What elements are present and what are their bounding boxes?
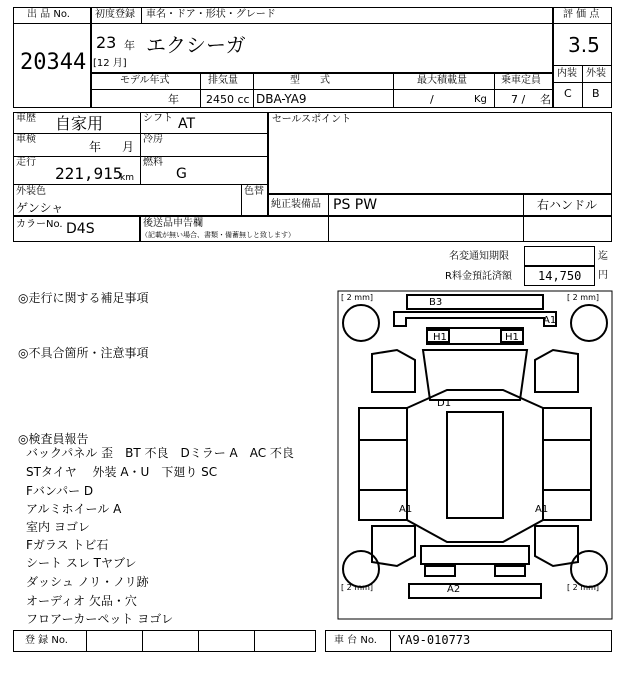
sunroof-area <box>447 412 503 518</box>
damage-mark-a2: A2 <box>447 584 461 595</box>
rear-light-left <box>425 566 455 576</box>
recycle-fee-label: R料金預託済額 <box>445 271 512 282</box>
max-load-separator: / <box>430 93 434 106</box>
name-change-unit: 迄 <box>598 251 608 262</box>
model-year-unit: 年 <box>168 93 179 106</box>
color-number: D4S <box>66 221 95 237</box>
registration-month: [12 月] <box>93 58 127 69</box>
inspection-year-unit: 年 <box>89 140 102 154</box>
vehicle-history: 自家用 <box>55 114 104 133</box>
sales-point-label: セールスポイント <box>272 114 352 125</box>
report-line: シート スレ Tヤブレ <box>26 556 137 570</box>
rating-score: 3.5 <box>568 33 600 57</box>
exterior-color: ゲンシャ <box>16 201 64 215</box>
tire-br-label: [ 2 mm] <box>567 583 600 592</box>
color-no-label: カラーNo. <box>16 219 63 230</box>
rear-fender-left <box>372 526 415 566</box>
report-line: オーディオ 欠品・穴 <box>26 594 137 608</box>
report-line: フロアーカーペット ヨゴレ <box>26 612 174 626</box>
car-name-label: 車名・ドア・形状・グレード <box>146 9 276 20</box>
inspector-report-title: ◎検査員報告 <box>18 432 89 446</box>
damage-mark-d1: D1 <box>437 398 452 409</box>
first-registration-label: 初度登録 <box>95 9 135 20</box>
report-line: STタイヤ 外装 A・U 下廻り SC <box>26 465 218 479</box>
steering-side: 右ハンドル <box>537 198 598 212</box>
exterior-label: 外装 <box>586 68 606 79</box>
displacement: 2450 cc <box>206 93 250 106</box>
post-report-label: 後送品申告欄 <box>143 218 203 229</box>
shift-value: AT <box>178 116 196 132</box>
post-report-note: （記載が無い場合、書類・備蓄無しと致します） <box>141 231 295 239</box>
fuel-value: G <box>176 166 187 182</box>
displacement-label: 排気量 <box>208 75 238 86</box>
tire-rear-left-icon <box>343 551 379 587</box>
registration-number-label: 登 録 No. <box>25 635 68 646</box>
exterior-color-label: 外装色 <box>16 186 46 197</box>
equipment-list: PS PW <box>333 197 378 213</box>
tire-rear-right-icon <box>571 551 607 587</box>
recycle-fee-amount: 14,750 <box>538 269 582 283</box>
damage-mark-b3: B3 <box>429 297 443 308</box>
name-change-box <box>524 246 595 266</box>
color-change-label: 色替 <box>244 186 264 197</box>
recycle-fee-unit: 円 <box>598 270 608 281</box>
front-fender-right <box>535 350 578 392</box>
chassis-number: YA9-010773 <box>398 633 471 647</box>
capacity-value: 7 / <box>511 93 526 106</box>
mileage-unit: km <box>120 173 134 183</box>
rating-label: 評 価 点 <box>563 9 600 20</box>
tire-front-right-icon <box>571 305 607 341</box>
lot-number: 20344 <box>20 50 87 75</box>
hood-outline <box>394 312 556 326</box>
mileage: 221,915 <box>55 164 123 183</box>
rear-bumper-shape <box>409 584 541 598</box>
rear-light-right <box>495 566 525 576</box>
max-load-label: 最大積載量 <box>417 75 467 86</box>
mileage-label: 走行 <box>16 157 36 168</box>
max-load-unit: Kg <box>474 94 487 105</box>
report-line: Fガラス トビ石 <box>26 538 109 552</box>
inspection-month-unit: 月 <box>122 140 135 154</box>
report-line: 室内 ヨゴレ <box>26 520 90 534</box>
inspection-label: 車検 <box>16 134 36 145</box>
interior-grade: C <box>564 87 572 100</box>
report-line: バックパネル 歪 BT 不良 Dミラー A AC 不良 <box>26 446 294 460</box>
tire-tl-label: [ 2 mm] <box>341 293 374 302</box>
model-type: DBA-YA9 <box>256 92 307 106</box>
car-damage-diagram <box>337 290 613 620</box>
report-line: アルミホイール A <box>26 502 122 516</box>
chassis-number-label: 車 台 No. <box>334 635 377 646</box>
tire-tr-label: [ 2 mm] <box>567 293 600 302</box>
aircon-label: 冷房 <box>143 134 163 145</box>
capacity-unit: 名 <box>540 93 551 106</box>
damage-mark-a1-left: A1 <box>399 504 413 515</box>
exterior-grade: B <box>592 87 600 100</box>
tire-bl-label: [ 2 mm] <box>341 583 374 592</box>
front-fender-left <box>372 350 415 392</box>
driving-notes-title: ◎走行に関する補足事項 <box>18 291 149 305</box>
damage-mark-h1-left: H1 <box>433 332 447 343</box>
name-change-label: 名変通知期限 <box>449 251 509 262</box>
defect-notes-title: ◎不具合箇所・注意事項 <box>18 346 149 360</box>
lot-number-label: 出 品 No. <box>27 9 70 20</box>
car-name: エクシーガ <box>146 33 246 57</box>
windshield-shape <box>423 350 527 400</box>
tire-front-left-icon <box>343 305 379 341</box>
damage-mark-a1-right: A1 <box>535 504 549 515</box>
registration-year: 23 <box>96 33 117 52</box>
rear-window-shape <box>421 546 529 564</box>
report-line: Fバンパー D <box>26 484 94 498</box>
interior-label: 内装 <box>557 68 577 79</box>
body-right-outline <box>543 408 591 520</box>
rear-fender-right <box>535 526 578 566</box>
genuine-equipment-label: 純正装備品 <box>271 199 321 210</box>
report-line: ダッシュ ノリ・ノリ跡 <box>26 575 149 589</box>
shift-label: シフト <box>143 113 173 124</box>
history-label: 車歴 <box>16 113 36 124</box>
damage-mark-a1-top: A1 <box>543 315 557 326</box>
type-label: 型 式 <box>290 75 330 86</box>
front-bumper-shape <box>407 295 543 309</box>
model-year-label: モデル年式 <box>120 75 170 86</box>
capacity-label: 乗車定員 <box>501 75 541 86</box>
registration-year-unit: 年 <box>124 39 135 52</box>
fuel-label: 燃料 <box>143 157 163 168</box>
damage-mark-h1-right: H1 <box>505 332 519 343</box>
